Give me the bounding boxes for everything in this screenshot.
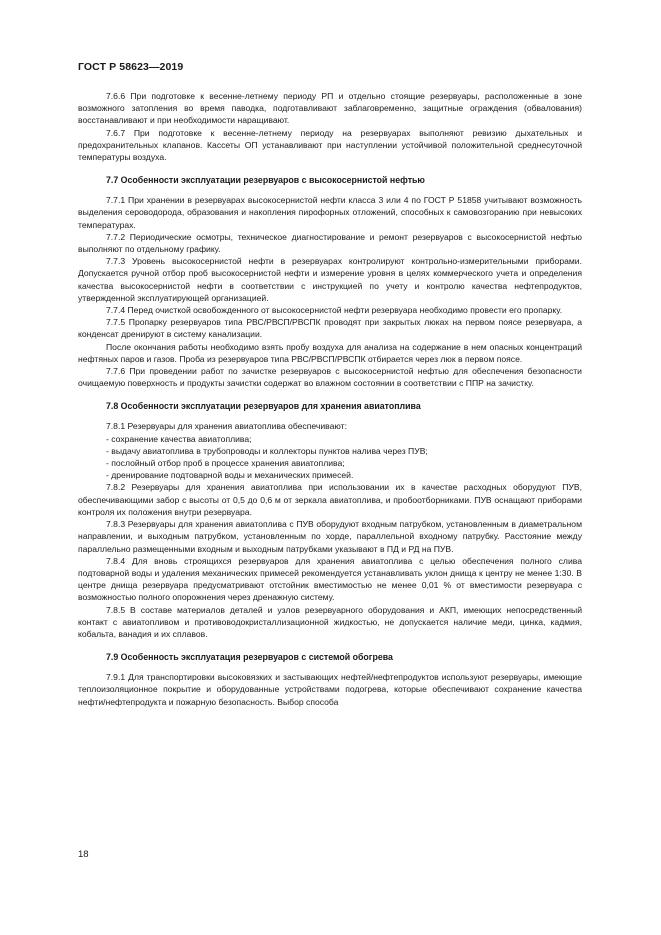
list-item: - сохранение качества авиатоплива; — [106, 433, 252, 444]
paragraph: 7.7.6 При проведении работ по зачистке резервуаров с высокосернистой нефтью для обеспечения безопасности очищаемую поверхность и продукты зачистки содержат во влажном состоянии в соответствии с ППР на зачистку. — [78, 366, 582, 389]
list-item: - выдачу авиатоплива в трубопроводы и коллекторы пунктов налива через ПУВ; — [106, 445, 428, 456]
paragraph: 7.7.2 Периодические осмотры, техническое диагностирование и ремонт резервуаров с высокосернистой нефтью выполняют по отдельному графику. — [78, 231, 582, 255]
paragraph: 7.8.1 Резервуары для хранения авиатоплива обеспечивают: — [106, 421, 347, 432]
section-heading: 7.7 Особенности эксплуатации резервуаров с высокосернистой нефтью — [106, 175, 425, 186]
paragraph: 7.7.1 При хранении в резервуарах высокосернистой нефти класса 3 или 4 по ГОСТ Р 51858 учитывают возможность выделения сероводорода, образования и накопления пирофорных отложений, способных к самовозгоранию при невысоких температурах. — [78, 195, 582, 230]
paragraph: После окончания работы необходимо взять пробу воздуха для анализа на содержание в нем опасных концентраций нефтяных паров и газов. Проба из резервуаров типа РВС/РВСП/РВСПК отбирается через люк в первом поясе. — [78, 341, 582, 364]
paragraph: 7.8.5 В составе материалов деталей и узлов резервуарного оборудования и АКП, имеющих непосредственный контакт с авиатопливом и противоводокристаллизационной жидкостью, не допускается наличие меди, цинка, кадмия, кобальта, ванадия и их сплавов. — [78, 604, 582, 639]
paragraph: 7.8.4 Для вновь строящихся резервуаров для хранения авиатоплива с целью обеспечения полного слива подтоварной воды и удаления механических примесей рекомендуется устанавливать уклон днища к центру не менее 1:30. В центре днища резервуара предусматривают отстойник вместимостью не менее 0,01 % от вместимости резервуара с возможностью полного опорожнения через дренажную систему. — [78, 555, 582, 603]
list-item: - дренирование подтоварной воды и механических примесей. — [106, 470, 354, 481]
paragraph: 7.6.7 При подготовке к весенне-летнему периоду на резервуарах выполняют ревизию дыхательных и предохранительных клапанов. Кассеты ОП устанавливают при наступлении устойчивой положительной среднесуточной температуры воздуха. — [78, 127, 582, 163]
paragraph: 7.7.3 Уровень высокосернистой нефти в резервуарах контролируют контрольно-измерительными приборами. Допускается ручной отбор проб высокосернистой нефти и измерение уровня в целях коммерческого учета и определения качества высокосернистой нефти в соответствии с инструкцией по учету и контролю качества нефтепродуктов, утвержденной эксплуатирующей организацией. — [78, 256, 582, 303]
paragraph: 7.9.1 Для транспортировки высоковязких и застывающих нефтей/нефтепродуктов используют резервуары, имеющие теплоизоляционное покрытие и оборудованные устройствами подогрева, которые обеспечивают сохранение качества нефти/нефтепродукта и пожарную безопасность. Выбор способа — [78, 672, 582, 707]
section-heading: 7.9 Особенность эксплуатация резервуаров с системой обогрева — [106, 652, 393, 663]
paragraph: 7.7.4 Перед очисткой освобожденного от высокосернистой нефти резервуара необходимо провести его пропарку. — [106, 305, 563, 316]
section-heading: 7.8 Особенности эксплуатации резервуаров для хранения авиатоплива — [106, 401, 421, 412]
paragraph: 7.6.6 При подготовке к весенне-летнему периоду РП и отдельно стоящие резервуары, расположенные в зоне возможного затопления во время паводка, подготавливают заблаговременно, защитные ограждения (обвалования) восстанавливают и при необходимости наращивают. — [78, 91, 582, 126]
page-number: 18 — [78, 849, 89, 860]
document-body — [78, 90, 582, 708]
paragraph: 7.7.5 Пропарку резервуаров типа РВС/РВСП/РВСПК проводят при закрытых люках на первом поясе резервуара, а конденсат дренируют в систему канализации. — [78, 317, 582, 340]
paragraph: 7.8.3 Резервуары для хранения авиатоплива с ПУВ оборудуют входным патрубком, установленным в диаметральном направлении, и выходным патрубком, установленным по хорде, параллельной входному патрубку. Расстояние между параллельно размещенными входным и выходным патрубками указывают в ПД и РД на ПУВ. — [78, 519, 582, 554]
list-item: - послойный отбор проб в процессе хранения авиатоплива; — [106, 458, 345, 469]
document-header: ГОСТ Р 58623—2019 — [78, 61, 184, 73]
paragraph: 7.8.2 Резервуары для хранения авиатоплива при использовании их в качестве расходных оборудуют ПУВ, обеспечивающими забор с высоты от 0,5 до 0,6 м от зеркала авиатоплива, и пробоотборниками. ПУВ оснащают приборами контроля их положения внутри резервуара. — [78, 482, 582, 517]
